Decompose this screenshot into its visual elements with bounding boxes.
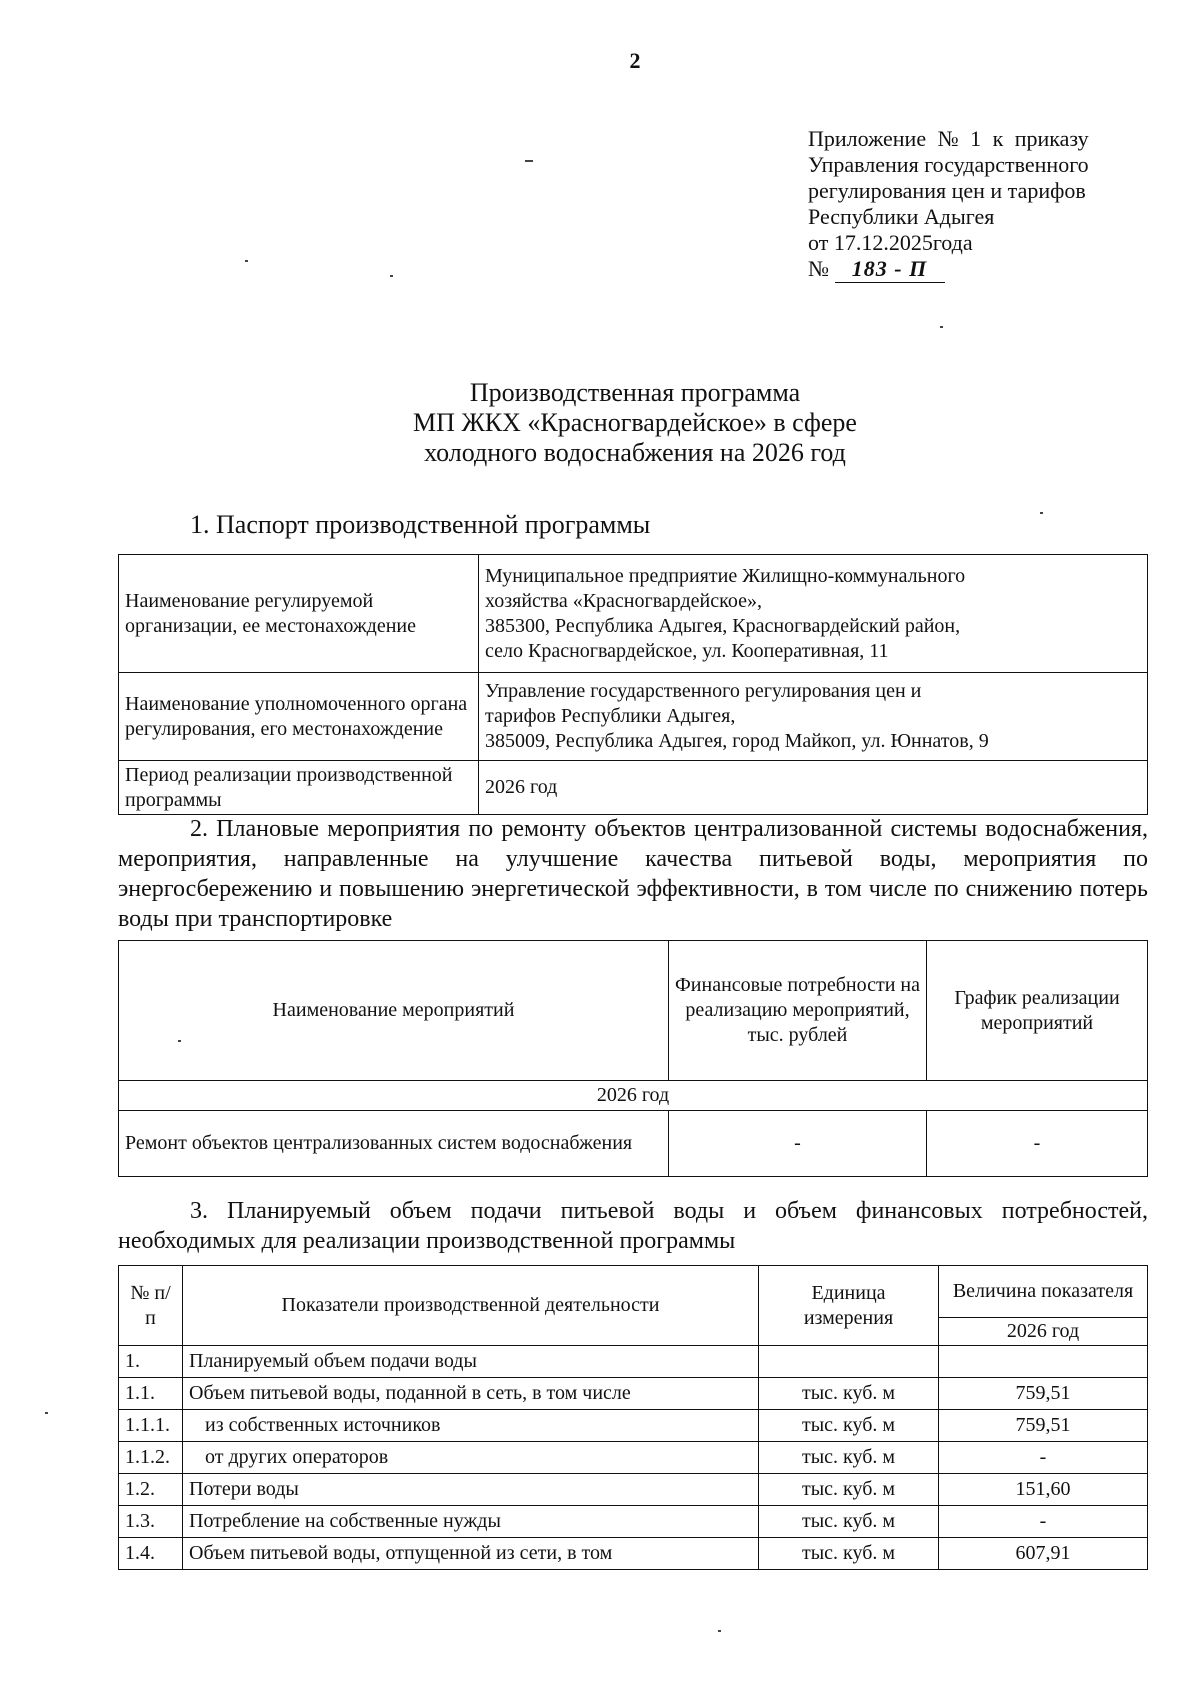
scan-speck — [1040, 512, 1043, 514]
row-unit: тыс. куб. м — [759, 1538, 939, 1570]
appendix-date: от 17.12.2025года — [808, 230, 973, 255]
title-line: Производственная программа — [469, 378, 801, 407]
table-row — [119, 555, 1148, 673]
row-indicator: Объем питьевой воды, поданной в сеть, в том числе — [183, 1378, 759, 1410]
row-no: 1.1. — [119, 1378, 183, 1410]
appendix-block — [808, 126, 1089, 283]
col-header-indicator: Показатели производственной деятельности — [183, 1266, 759, 1346]
row-indicator: от других операторов — [183, 1442, 759, 1474]
scan-speck — [245, 260, 248, 262]
row-no: 1.1.1. — [119, 1410, 183, 1442]
row-indicator: Объем питьевой воды, отпущенной из сети, в том — [183, 1538, 759, 1570]
document-title — [0, 378, 1200, 468]
row-value: 151,60 — [939, 1474, 1148, 1506]
measure-schedule: - — [927, 1111, 1148, 1177]
appendix-line: Приложение № 1 к приказу — [808, 126, 1089, 151]
measures-table — [118, 940, 1148, 1177]
appendix-line: Республики Адыгея — [808, 204, 995, 229]
table-row — [119, 1346, 1148, 1378]
value-line: 385300, Республика Адыгея, Красногвардейский район, — [485, 614, 961, 637]
section1-heading: 1. Паспорт производственной программы — [190, 510, 651, 539]
row-unit: тыс. куб. м — [759, 1378, 939, 1410]
table-row — [119, 673, 1148, 761]
value-line: село Красногвардейское, ул. Кооперативная, 11 — [485, 639, 889, 662]
page-number: 2 — [629, 48, 641, 73]
title-line: холодного водоснабжения на 2026 год — [424, 438, 846, 467]
row-no: 1. — [119, 1346, 183, 1378]
table-row — [119, 1111, 1148, 1177]
year-cell: 2026 год — [119, 1081, 1148, 1111]
passport-value — [479, 673, 1148, 761]
handwritten-number: 183 - П — [835, 256, 945, 283]
row-unit: тыс. куб. м — [759, 1410, 939, 1442]
table-row — [119, 1474, 1148, 1506]
row-value: 759,51 — [939, 1410, 1148, 1442]
row-unit: тыс. куб. м — [759, 1442, 939, 1474]
title-line: МП ЖКХ «Красногвардейское» в сфере — [413, 408, 857, 437]
col-header-unit: Единица измерения — [759, 1266, 939, 1346]
passport-label: Наименование регулируемой организации, ее местонахождение — [119, 555, 479, 673]
row-indicator: Планируемый объем подачи воды — [183, 1346, 759, 1378]
scan-speck — [525, 160, 533, 162]
section3-text: 3. Планируемый объем подачи питьевой воды и объем финансовых потребностей, необходимых для реализации производственной программы — [118, 1198, 1148, 1254]
scan-speck — [178, 1040, 181, 1042]
passport-label: Период реализации производственной программы — [119, 761, 479, 815]
value-line: 385009, Республика Адыгея, город Майкоп, ул. Юннатов, 9 — [485, 730, 989, 752]
row-unit — [759, 1346, 939, 1378]
table-header-row — [119, 941, 1148, 1081]
row-value: 759,51 — [939, 1378, 1148, 1410]
passport-value — [479, 555, 1148, 673]
scan-speck — [390, 275, 393, 277]
value-line: Муниципальное предприятие Жилищно-коммунального — [485, 564, 966, 587]
table-row — [119, 1410, 1148, 1442]
row-indicator: Потребление на собственные нужды — [183, 1506, 759, 1538]
row-indicator: из собственных источников — [183, 1410, 759, 1442]
indicators-table — [118, 1265, 1148, 1570]
col-header-year: 2026 год — [939, 1318, 1148, 1346]
scan-speck — [940, 326, 943, 328]
row-unit: тыс. куб. м — [759, 1474, 939, 1506]
measure-finance: - — [669, 1111, 927, 1177]
table-header-row — [119, 1266, 1148, 1318]
table-row — [119, 1442, 1148, 1474]
table-row — [119, 761, 1148, 815]
passport-label: Наименование уполномоченного органа регулирования, его местонахождение — [119, 673, 479, 761]
appendix-line: регулирования цен и тарифов — [808, 178, 1086, 203]
row-indicator: Потери воды — [183, 1474, 759, 1506]
row-unit: тыс. куб. м — [759, 1506, 939, 1538]
row-no: 1.4. — [119, 1538, 183, 1570]
col-header-finance: Финансовые потребности на реализацию мероприятий, тыс. рублей — [669, 941, 927, 1081]
section3-heading — [118, 1196, 1148, 1256]
passport-table — [118, 554, 1148, 815]
col-header-schedule: График реализации мероприятий — [927, 941, 1148, 1081]
row-no: 1.1.2. — [119, 1442, 183, 1474]
value-line: Управление государственного регулирования цен и — [485, 680, 922, 702]
appendix-number — [808, 256, 1089, 283]
col-header-no: № п/п — [119, 1266, 183, 1346]
scan-speck — [45, 1412, 48, 1414]
value-line: хозяйства «Красногвардейское», — [485, 589, 762, 612]
col-header-value: Величина показателя — [939, 1266, 1148, 1318]
table-row — [119, 1378, 1148, 1410]
appendix-line: Управления государственного — [808, 152, 1089, 177]
col-header-measures: Наименование мероприятий — [119, 941, 669, 1081]
number-prefix: № — [808, 256, 829, 281]
row-value: 607,91 — [939, 1538, 1148, 1570]
value-line: тарифов Республики Адыгея, — [485, 705, 736, 727]
row-no: 1.2. — [119, 1474, 183, 1506]
section2-text: 2. Плановые мероприятия по ремонту объектов централизованной системы водоснабжения, мероприятия, направленные на улучшение качества питьевой воды, мероприятия по энергосбережению и повышению энергетической эффективности, в том числе по снижению потерь воды при транспортировке — [118, 816, 1148, 932]
row-value: - — [939, 1506, 1148, 1538]
section2-heading — [118, 814, 1148, 934]
year-row — [119, 1081, 1148, 1111]
row-value — [939, 1346, 1148, 1378]
measure-name: Ремонт объектов централизованных систем водоснабжения — [119, 1111, 669, 1177]
table-row — [119, 1538, 1148, 1570]
table-row — [119, 1506, 1148, 1538]
passport-value: 2026 год — [479, 761, 1148, 815]
scan-speck — [718, 1630, 721, 1632]
row-value: - — [939, 1442, 1148, 1474]
row-no: 1.3. — [119, 1506, 183, 1538]
